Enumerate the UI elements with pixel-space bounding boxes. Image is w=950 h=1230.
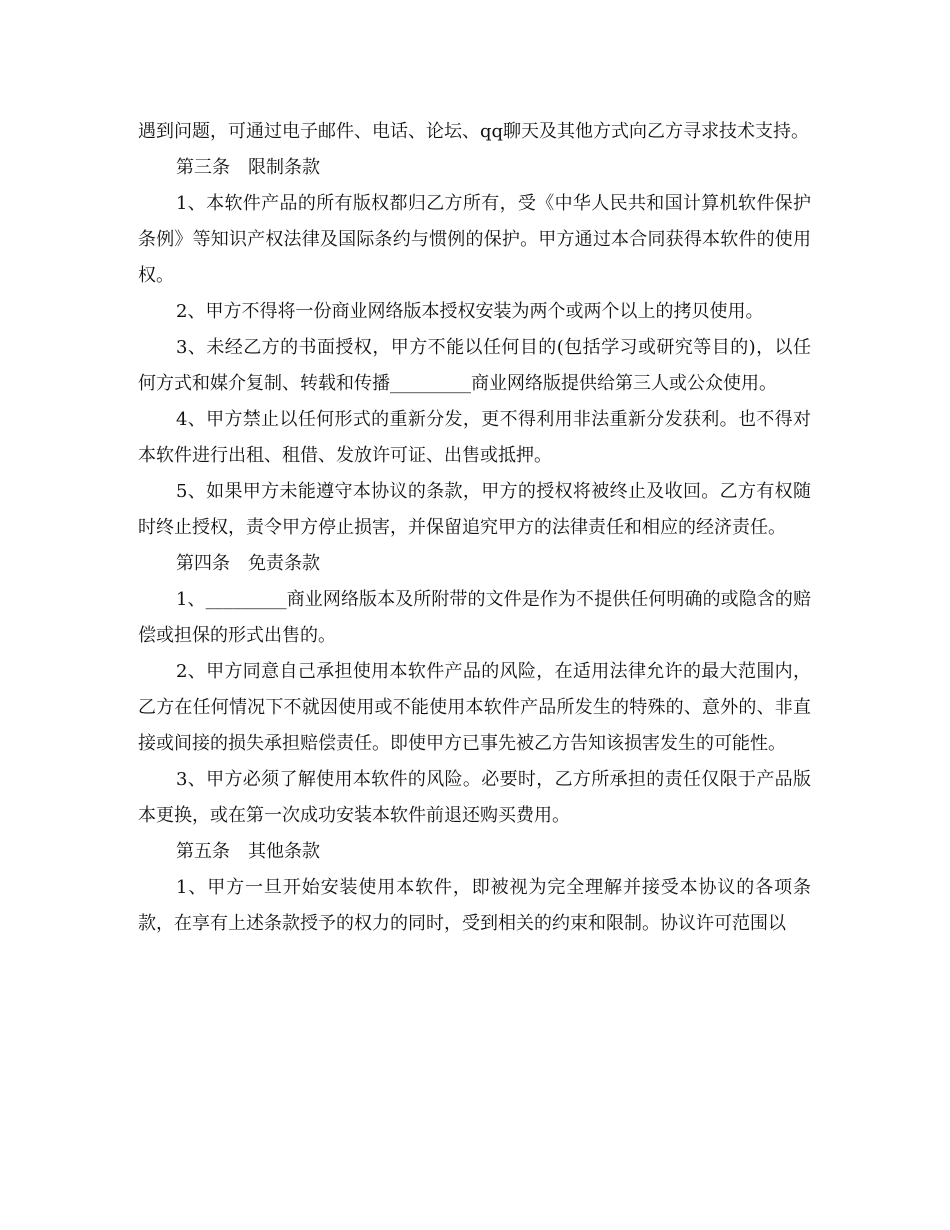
section-heading: 第三条 限制条款 [176, 157, 320, 178]
paragraph: 3、甲方必须了解使用本软件的风险。必要时，乙方所承担的责任仅限于产品版本更换，或在第一次成功安装本软件前退还购买费用。 [138, 769, 811, 826]
paragraph: 3、未经乙方的书面授权，甲方不能以任何目的(包括学习或研究等目的)，以任何方式和媒介复制、转载和传播_________商业网络版提供给第三人或公众使用。 [138, 337, 811, 394]
paragraph: 5、如果甲方未能遵守本协议的条款，甲方的授权将被终止及收回。乙方有权随时终止授权，责令甲方停止损害，并保留追究甲方的法律责任和相应的经济责任。 [138, 481, 811, 538]
document-body [138, 114, 811, 942]
paragraph: 遇到问题，可通过电子邮件、电话、论坛、qq聊天及其他方式向乙方寻求技术支持。 [138, 121, 810, 142]
paragraph: 1、本软件产品的所有版权都归乙方所有，受《中华人民共和国计算机软件保护条例》等知识产权法律及国际条约与惯例的保护。甲方通过本合同获得本软件的使用权。 [138, 193, 811, 286]
section-heading: 第四条 免责条款 [176, 553, 320, 574]
paragraph: 4、甲方禁止以任何形式的重新分发，更不得利用非法重新分发获利。也不得对本软件进行出租、租借、发放许可证、出售或抵押。 [138, 409, 811, 466]
paragraph: 2、甲方同意自己承担使用本软件产品的风险，在适用法律允许的最大范围内，乙方在任何情况下不就因使用或不能使用本软件产品所发生的特殊的、意外的、非直接或间接的损失承担赔偿责任。即使甲方已事先被乙方告知该损害发生的可能性。 [138, 661, 811, 754]
paragraph: 1、_________商业网络版本及所附带的文件是作为不提供任何明确的或隐含的赔偿或担保的形式出售的。 [138, 589, 811, 646]
paragraph: 1、甲方一旦开始安装使用本软件，即被视为完全理解并接受本协议的各项条款，在享有上述条款授予的权力的同时，受到相关的约束和限制。协议许可范围以 [138, 877, 811, 934]
section-heading: 第五条 其他条款 [176, 841, 320, 862]
paragraph: 2、甲方不得将一份商业网络版本授权安装为两个或两个以上的拷贝使用。 [176, 301, 764, 322]
